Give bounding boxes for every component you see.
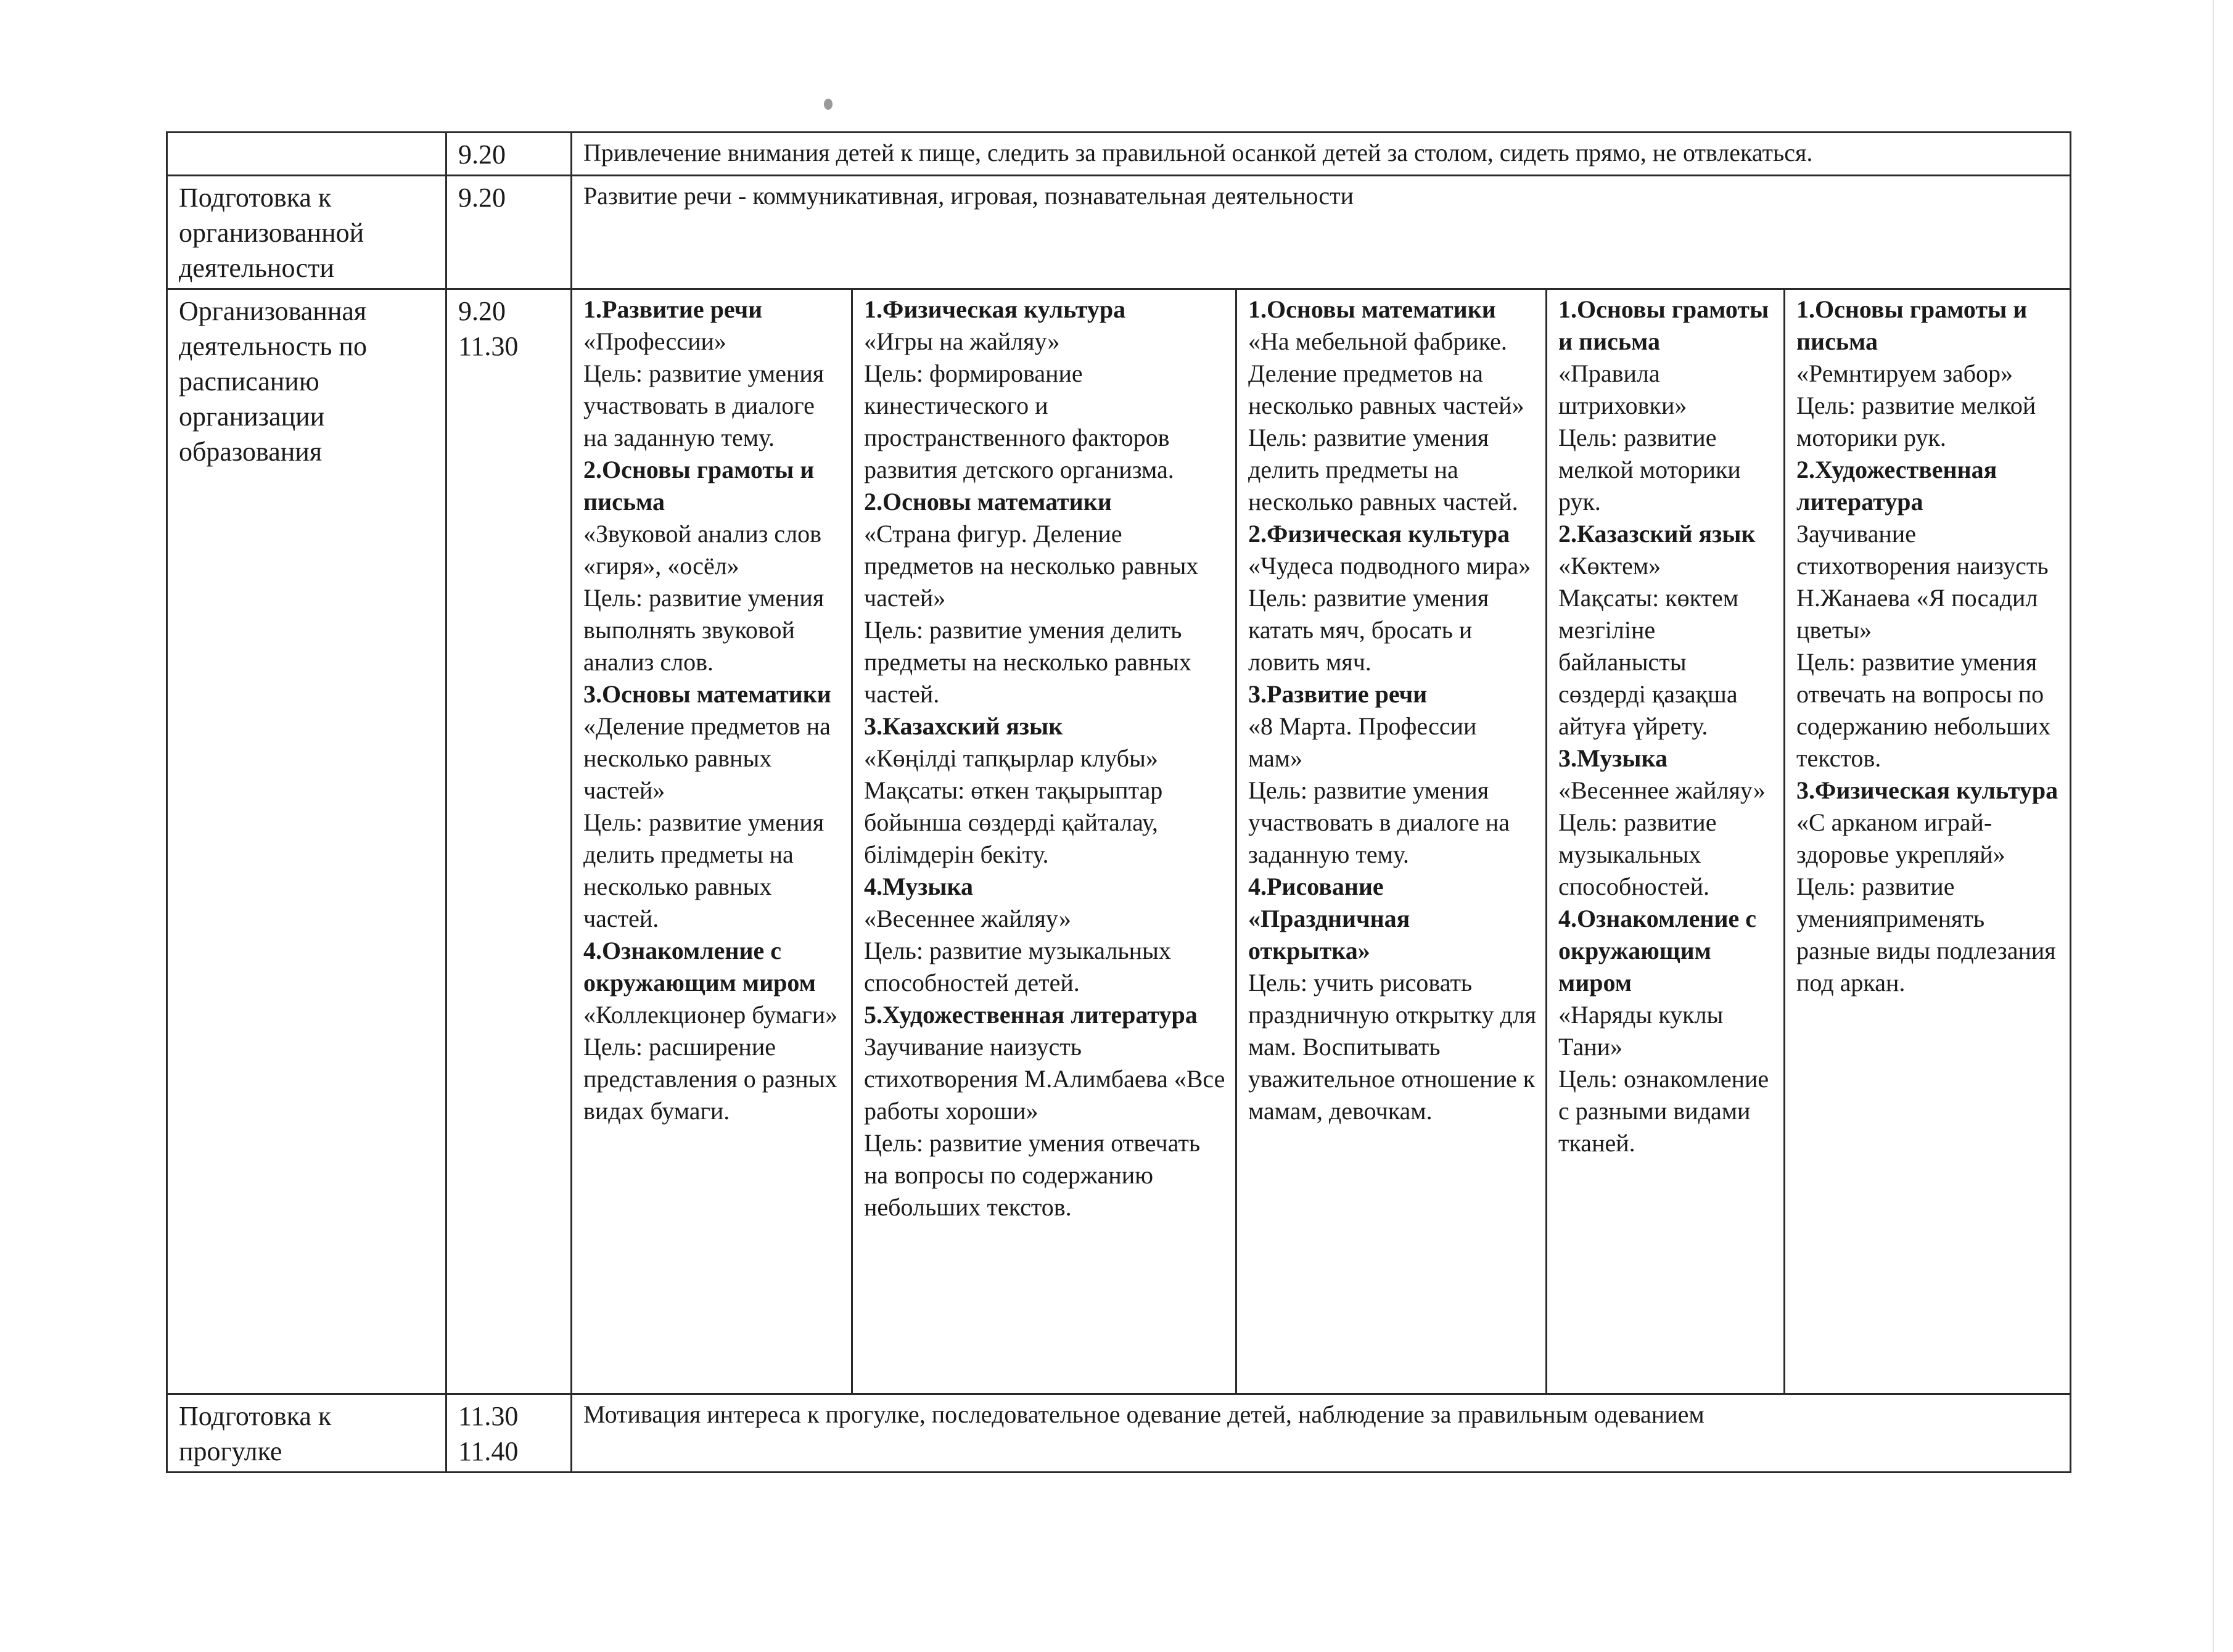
lesson-goal: Цель: развитие умения отвечать на вопросы по содержанию небольших текстов. [864, 1129, 1201, 1221]
lesson-topic: «Чудеса подводного мира» [1248, 552, 1531, 580]
time-value: 11.30 [458, 331, 519, 361]
lesson [1248, 678, 1537, 871]
time-value: 9.20 [458, 296, 506, 326]
lesson [583, 935, 842, 1127]
lesson-goal: Мақсаты: өткен тақырыптар бойынша сөздерді қайталау, білімдерін бекіту. [864, 776, 1163, 868]
lesson-title: 3.Физическая культура [1796, 776, 2058, 804]
lesson-topic: «На мебельной фабрике. Деление предметов на несколько равных частей» [1248, 327, 1524, 419]
lesson-goal: Цель: формирование кинестического и пространственного факторов развития детского организма. [864, 360, 1174, 483]
stage-cell: Подготовка к прогулке [167, 1394, 446, 1473]
lesson-goal: Цель: развитие музыкальных способностей детей. [864, 937, 1171, 997]
lesson-title: 1.Основы математики [1248, 295, 1496, 323]
lesson [1558, 742, 1775, 903]
day-cell [572, 289, 852, 1394]
lesson-goal: Цель: развитие умения катать мяч, бросать и ловить мяч. [1248, 584, 1489, 676]
lesson-topic: «Деление предметов на несколько равных частей» [583, 712, 831, 804]
lesson-title: 2.Основы грамоты и письма [583, 456, 815, 516]
lesson-goal: Цель: развитие умения делить предметы на несколько равных частей. [583, 808, 825, 932]
lesson-goal: Цель: развитие умения отвечать на вопросы по содержанию небольших текстов. [1796, 648, 2051, 772]
lesson-topic: «Наряды куклы Тани» [1558, 1001, 1724, 1061]
lesson [1796, 775, 2061, 999]
lesson-title: 1.Физическая культура [864, 295, 1126, 323]
lesson-title: 3.Основы математики [583, 680, 831, 708]
lesson [583, 454, 842, 678]
lesson-goal: Цель: ознакомление с разными видами тканей. [1558, 1065, 1769, 1157]
lesson [583, 294, 842, 454]
row-organized [167, 289, 2071, 1394]
activity-cell: Мотивация интереса к прогулке, последовательное одевание детей, наблюдение за правильным одеванием [572, 1394, 2071, 1473]
day-cell [1785, 289, 2071, 1394]
lesson-goal: Цель: развитие музыкальных способностей. [1558, 808, 1717, 900]
time-value: 11.40 [458, 1436, 519, 1466]
scan-edge [2213, 0, 2214, 1652]
lesson [864, 999, 1227, 1223]
lesson-title: 1.Основы грамоты и письма [1796, 295, 2028, 355]
lesson-title: 2.Казазский язык [1558, 520, 1756, 548]
lesson-title: 1.Развитие речи [583, 295, 763, 323]
stage-cell [167, 133, 446, 176]
lesson-goal: Цель: развитие умения участвовать в диалоге на заданную тему. [583, 360, 825, 451]
lesson-topic: «Звуковой анализ слов «гиря», «осёл» [583, 520, 822, 580]
lesson-title: 2.Физическая культура [1248, 520, 1510, 548]
lesson [1558, 903, 1775, 1159]
lesson-topic: «Көктем» [1558, 552, 1661, 580]
lesson-topic: «Профессии» [583, 327, 726, 355]
time-cell [446, 289, 572, 1394]
lesson-title: 3.Музыка [1558, 744, 1668, 772]
scan-speck [824, 99, 833, 110]
time-value: 11.30 [458, 1401, 519, 1431]
lesson-topic: «Ремнтируем забор» [1796, 360, 2013, 387]
lesson [1796, 294, 2061, 454]
lesson [1558, 518, 1775, 742]
lesson-goal: Цель: развитие умения участвовать в диалоге на заданную тему. [1248, 776, 1510, 868]
row-prep-organized [167, 176, 2071, 289]
lesson [1248, 871, 1537, 1127]
lesson-title: 5.Художественная литература [864, 1001, 1198, 1029]
lesson [864, 710, 1227, 871]
lesson-topic: «С арканом играй-здоровье укрепляй» [1796, 808, 2005, 868]
lesson [1796, 454, 2061, 775]
lesson-topic: «Правила штриховки» [1558, 360, 1687, 419]
lesson-title: 4.Рисование «Праздничная открытка» [1248, 873, 1410, 964]
lesson-title: 4.Ознакомление с окружающим миром [1558, 905, 1757, 997]
lesson-goal: Цель: развитие умения делить предметы на несколько равных частей. [864, 616, 1191, 708]
row-prep-walk [167, 1394, 2071, 1473]
lesson-title: 4.Ознакомление с окружающим миром [583, 937, 816, 997]
lesson-title: 1.Основы грамоты и письма [1558, 295, 1769, 355]
lesson-goal: Цель: развитие уменияприменять разные виды подлезания под аркан. [1796, 873, 2056, 997]
time-cell [446, 176, 572, 289]
lesson-title: 2.Художественная литература [1796, 456, 1997, 516]
lesson-topic: «Игры на жайляу» [864, 327, 1060, 355]
lesson-topic: «8 Марта. Профессии мам» [1248, 712, 1477, 772]
time-cell [446, 133, 572, 176]
lesson [864, 294, 1227, 486]
lesson-goal: Цель: развитие умения выполнять звуковой анализ слов. [583, 584, 825, 676]
day-cell [852, 289, 1236, 1394]
day-cell [1236, 289, 1547, 1394]
lesson [583, 678, 842, 935]
lesson-topic: «Весеннее жайляу» [1558, 776, 1766, 804]
stage-cell: Организованная деятельность по расписанию организации образования [167, 289, 446, 1394]
activity-cell: Привлечение внимания детей к пище, следить за правильной осанкой детей за столом, сидеть прямо, не отвлекаться. [572, 133, 2071, 176]
lesson-title: 3.Развитие речи [1248, 680, 1428, 708]
lesson-goal: Цель: развитие мелкой моторики рук. [1796, 392, 2036, 451]
stage-cell: Подготовка к организованной деятельности [167, 176, 446, 289]
lesson-goal: Цель: развитие мелкой моторики рук. [1558, 424, 1741, 516]
lesson [1248, 294, 1537, 518]
lesson-title: 4.Музыка [864, 873, 973, 900]
time-value: 9.20 [458, 139, 506, 170]
schedule-sheet [166, 131, 2070, 1473]
lesson-topic: «Көңілді тапқырлар клубы» [864, 744, 1158, 772]
day-cell [1547, 289, 1785, 1394]
lesson-title: 3.Казахский язык [864, 712, 1063, 740]
lesson-goal: Цель: учить рисовать праздничную открытку для мам. Воспитывать уважительное отношение к мамам, девочкам. [1248, 969, 1537, 1125]
time-cell [446, 1394, 572, 1473]
activity-cell: Развитие речи - коммуникативная, игровая, познавательная деятельности [572, 176, 2071, 289]
lesson-goal: Цель: расширение представления о разных видах бумаги. [583, 1033, 837, 1125]
lesson [864, 486, 1227, 710]
lesson-title: 2.Основы математики [864, 488, 1112, 516]
lesson-goal: Цель: развитие умения делить предметы на несколько равных частей. [1248, 424, 1518, 516]
lesson [864, 871, 1227, 999]
daily-schedule-table [166, 131, 2071, 1473]
lesson-topic: Заучивание стихотворения наизусть Н.Жанаева «Я посадил цветы» [1796, 520, 2049, 644]
lesson-topic: Заучивание наизусть стихотворения М.Алимбаева «Все работы хороши» [864, 1033, 1225, 1125]
lesson-topic: «Коллекционер бумаги» [583, 1001, 838, 1029]
lesson [1248, 518, 1537, 678]
lesson [1558, 294, 1775, 518]
row-meal [167, 133, 2071, 176]
lesson-topic: «Страна фигур. Деление предметов на несколько равных частей» [864, 520, 1199, 612]
lesson-topic: «Весеннее жайляу» [864, 905, 1071, 932]
lesson-goal: Мақсаты: көктем мезгіліне байланысты сөздерді қазақша айтуға үйрету. [1558, 584, 1739, 740]
time-value: 9.20 [458, 183, 506, 213]
